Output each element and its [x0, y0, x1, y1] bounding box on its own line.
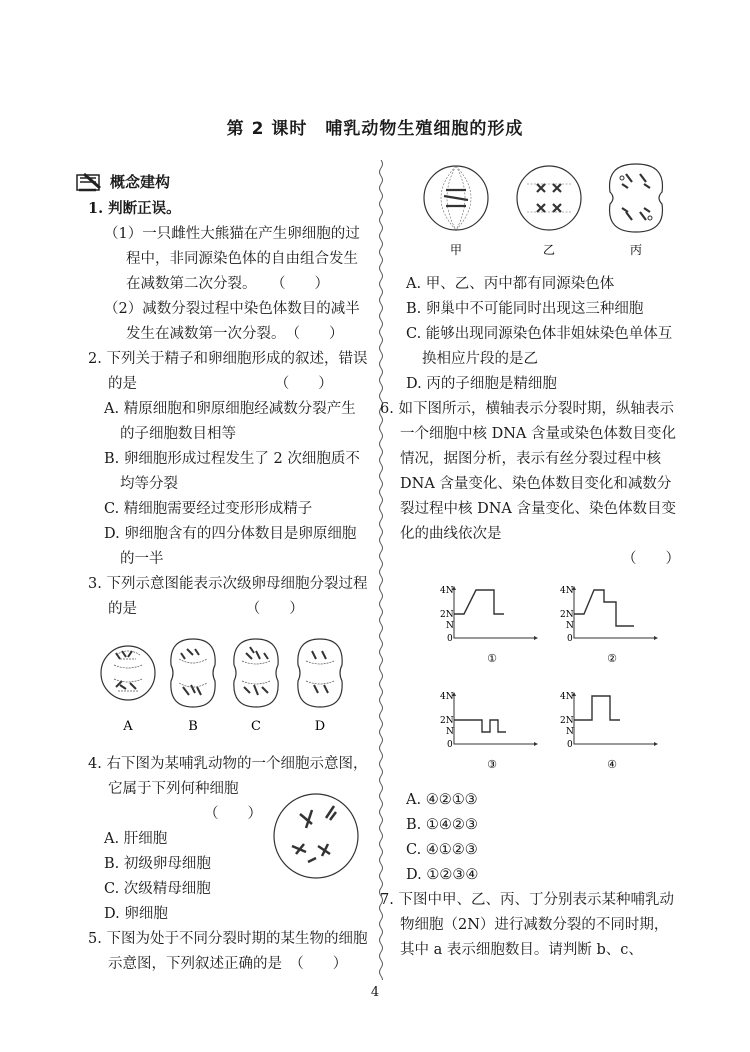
- q4-option-b: B. 初级卵母细胞: [104, 856, 211, 872]
- q5-stem: 5. 下图为处于不同分裂时期的某生物的细胞示意图，下列叙述正确的是 （ ）: [88, 931, 368, 972]
- q6-answer-paren: （ ）: [622, 551, 680, 567]
- q1-item-1: （1）一只雌性大熊猫在产生卵细胞的过程中，非同源染色体的自由组合发生在减数第二次分裂。 （ ）: [104, 226, 360, 292]
- q6-graph-label-3: ③: [487, 758, 497, 771]
- q6-graph-label-2: ②: [607, 652, 617, 665]
- q2-option-d: D. 卵细胞含有的四分体数目是卵原细胞的一半: [104, 526, 357, 567]
- q6-graph-1: [440, 586, 538, 665]
- q1-item-2: （2）减数分裂过程中染色体数目的减半发生在减数第一次分裂。 （ ）: [104, 301, 360, 342]
- q3-stem: 3. 下列示意图能表示次级卵母细胞分裂过程的是 （ ）: [88, 576, 368, 617]
- q5-label-yi: 乙: [542, 243, 556, 257]
- q6-graph-4: [560, 692, 658, 771]
- axis-0: 0: [567, 740, 573, 750]
- q5-figure: [414, 160, 674, 260]
- q4-stem: 4. 右下图为某哺乳动物的一个细胞示意图，它属于下列何种细胞: [88, 756, 368, 797]
- axis-0: 0: [567, 634, 573, 644]
- q4-option-d: D. 卵细胞: [104, 906, 168, 922]
- section-title: 概念建构: [110, 172, 171, 191]
- q6-graph-label-1: ①: [487, 652, 497, 665]
- q6-graph-label-4: ④: [607, 758, 617, 771]
- section-header: [76, 168, 370, 196]
- q3-cell-a: [101, 646, 155, 700]
- q6-option-d: D. ①②③④: [406, 867, 479, 883]
- left-column: [84, 168, 370, 977]
- axis-2n: 2N: [440, 610, 454, 620]
- q3-cell-c: [234, 639, 278, 707]
- q4-option-c: C. 次级精母细胞: [104, 881, 211, 897]
- q2-option-a: A. 精原细胞和卵原细胞经减数分裂产生的子细胞数目相等: [104, 401, 356, 442]
- axis-n: N: [566, 621, 574, 631]
- q3-label-c: C: [251, 719, 261, 734]
- q5-label-bing: 丙: [629, 243, 643, 257]
- axis-n: N: [446, 727, 454, 737]
- axis-0: 0: [447, 740, 453, 750]
- column-divider: [378, 160, 384, 980]
- axis-4n: 4N: [440, 586, 454, 596]
- axis-4n: 4N: [440, 692, 454, 702]
- q3-cell-d: [298, 639, 342, 707]
- right-column: [380, 272, 680, 963]
- q3-label-a: A: [123, 719, 133, 734]
- q2-option-b: B. 卵细胞形成过程发生了 2 次细胞质不均等分裂: [104, 451, 360, 492]
- q6-option-a: A. ④②①③: [406, 792, 478, 808]
- q3-figure: [88, 628, 368, 738]
- q4-block: [84, 752, 370, 927]
- q5-option-c: C. 能够出现同源染色体非姐妹染色单体互换相应片段的是乙: [406, 326, 673, 367]
- q2-option-c: C. 精细胞需要经过变形形成精子: [104, 501, 313, 517]
- q5-option-d: D. 丙的子细胞是精细胞: [406, 376, 557, 392]
- axis-4n: 4N: [560, 586, 574, 596]
- q5-cell-jia: [424, 166, 488, 230]
- q6-option-c: C. ④①②③: [406, 842, 478, 858]
- q4-option-a: A. 肝细胞: [104, 831, 168, 847]
- axis-0: 0: [447, 634, 453, 644]
- q6-graphs: [414, 578, 694, 788]
- q6-graph-3: [440, 692, 538, 771]
- page-number: 4: [370, 985, 380, 1000]
- q6-graph-2: [560, 586, 658, 665]
- axis-n: N: [446, 621, 454, 631]
- axis-4n: 4N: [560, 692, 574, 702]
- concept-icon: [76, 172, 104, 192]
- q5-cell-yi: [517, 166, 581, 230]
- axis-2n: 2N: [560, 610, 574, 620]
- page-title: 第 2 课时 哺乳动物生殖细胞的形成: [226, 119, 524, 139]
- q5-label-jia: 甲: [449, 243, 463, 257]
- q5-option-a: A. 甲、乙、丙中都有同源染色体: [406, 276, 615, 292]
- q3-label-d: D: [314, 719, 326, 734]
- q1-stem: 1. 判断正误。: [88, 200, 181, 217]
- q4-cell-figure: [272, 792, 362, 882]
- axis-2n: 2N: [560, 716, 574, 726]
- q4-answer-paren: （ ）: [204, 806, 262, 822]
- q2-stem: 2. 下列关于精子和卵细胞形成的叙述，错误的是 （ ）: [88, 351, 368, 392]
- axis-2n: 2N: [440, 716, 454, 726]
- q5-cell-bing: [610, 164, 663, 232]
- q7-stem: 7. 下图中甲、乙、丙、丁分别表示某种哺乳动物细胞（2N）进行减数分裂的不同时期，其中 a 表示细胞数目。请判断 b、c、: [380, 892, 674, 958]
- q5-option-b: B. 卵巢中不可能同时出现这三种细胞: [406, 301, 644, 317]
- axis-n: N: [566, 727, 574, 737]
- q3-label-b: B: [188, 719, 198, 734]
- q6-stem: 6. 如下图所示，横轴表示分裂时期，纵轴表示一个细胞中核 DNA 含量或染色体数目变化情况，据图分析，表示有丝分裂过程中核 DNA 含量变化、染色体数目变化和减数分裂过程中核 DNA 含量变化、染色体数目变化的曲线依次是: [380, 401, 677, 542]
- q6-option-b: B. ①④②③: [406, 817, 478, 833]
- q3-cell-b: [171, 639, 215, 707]
